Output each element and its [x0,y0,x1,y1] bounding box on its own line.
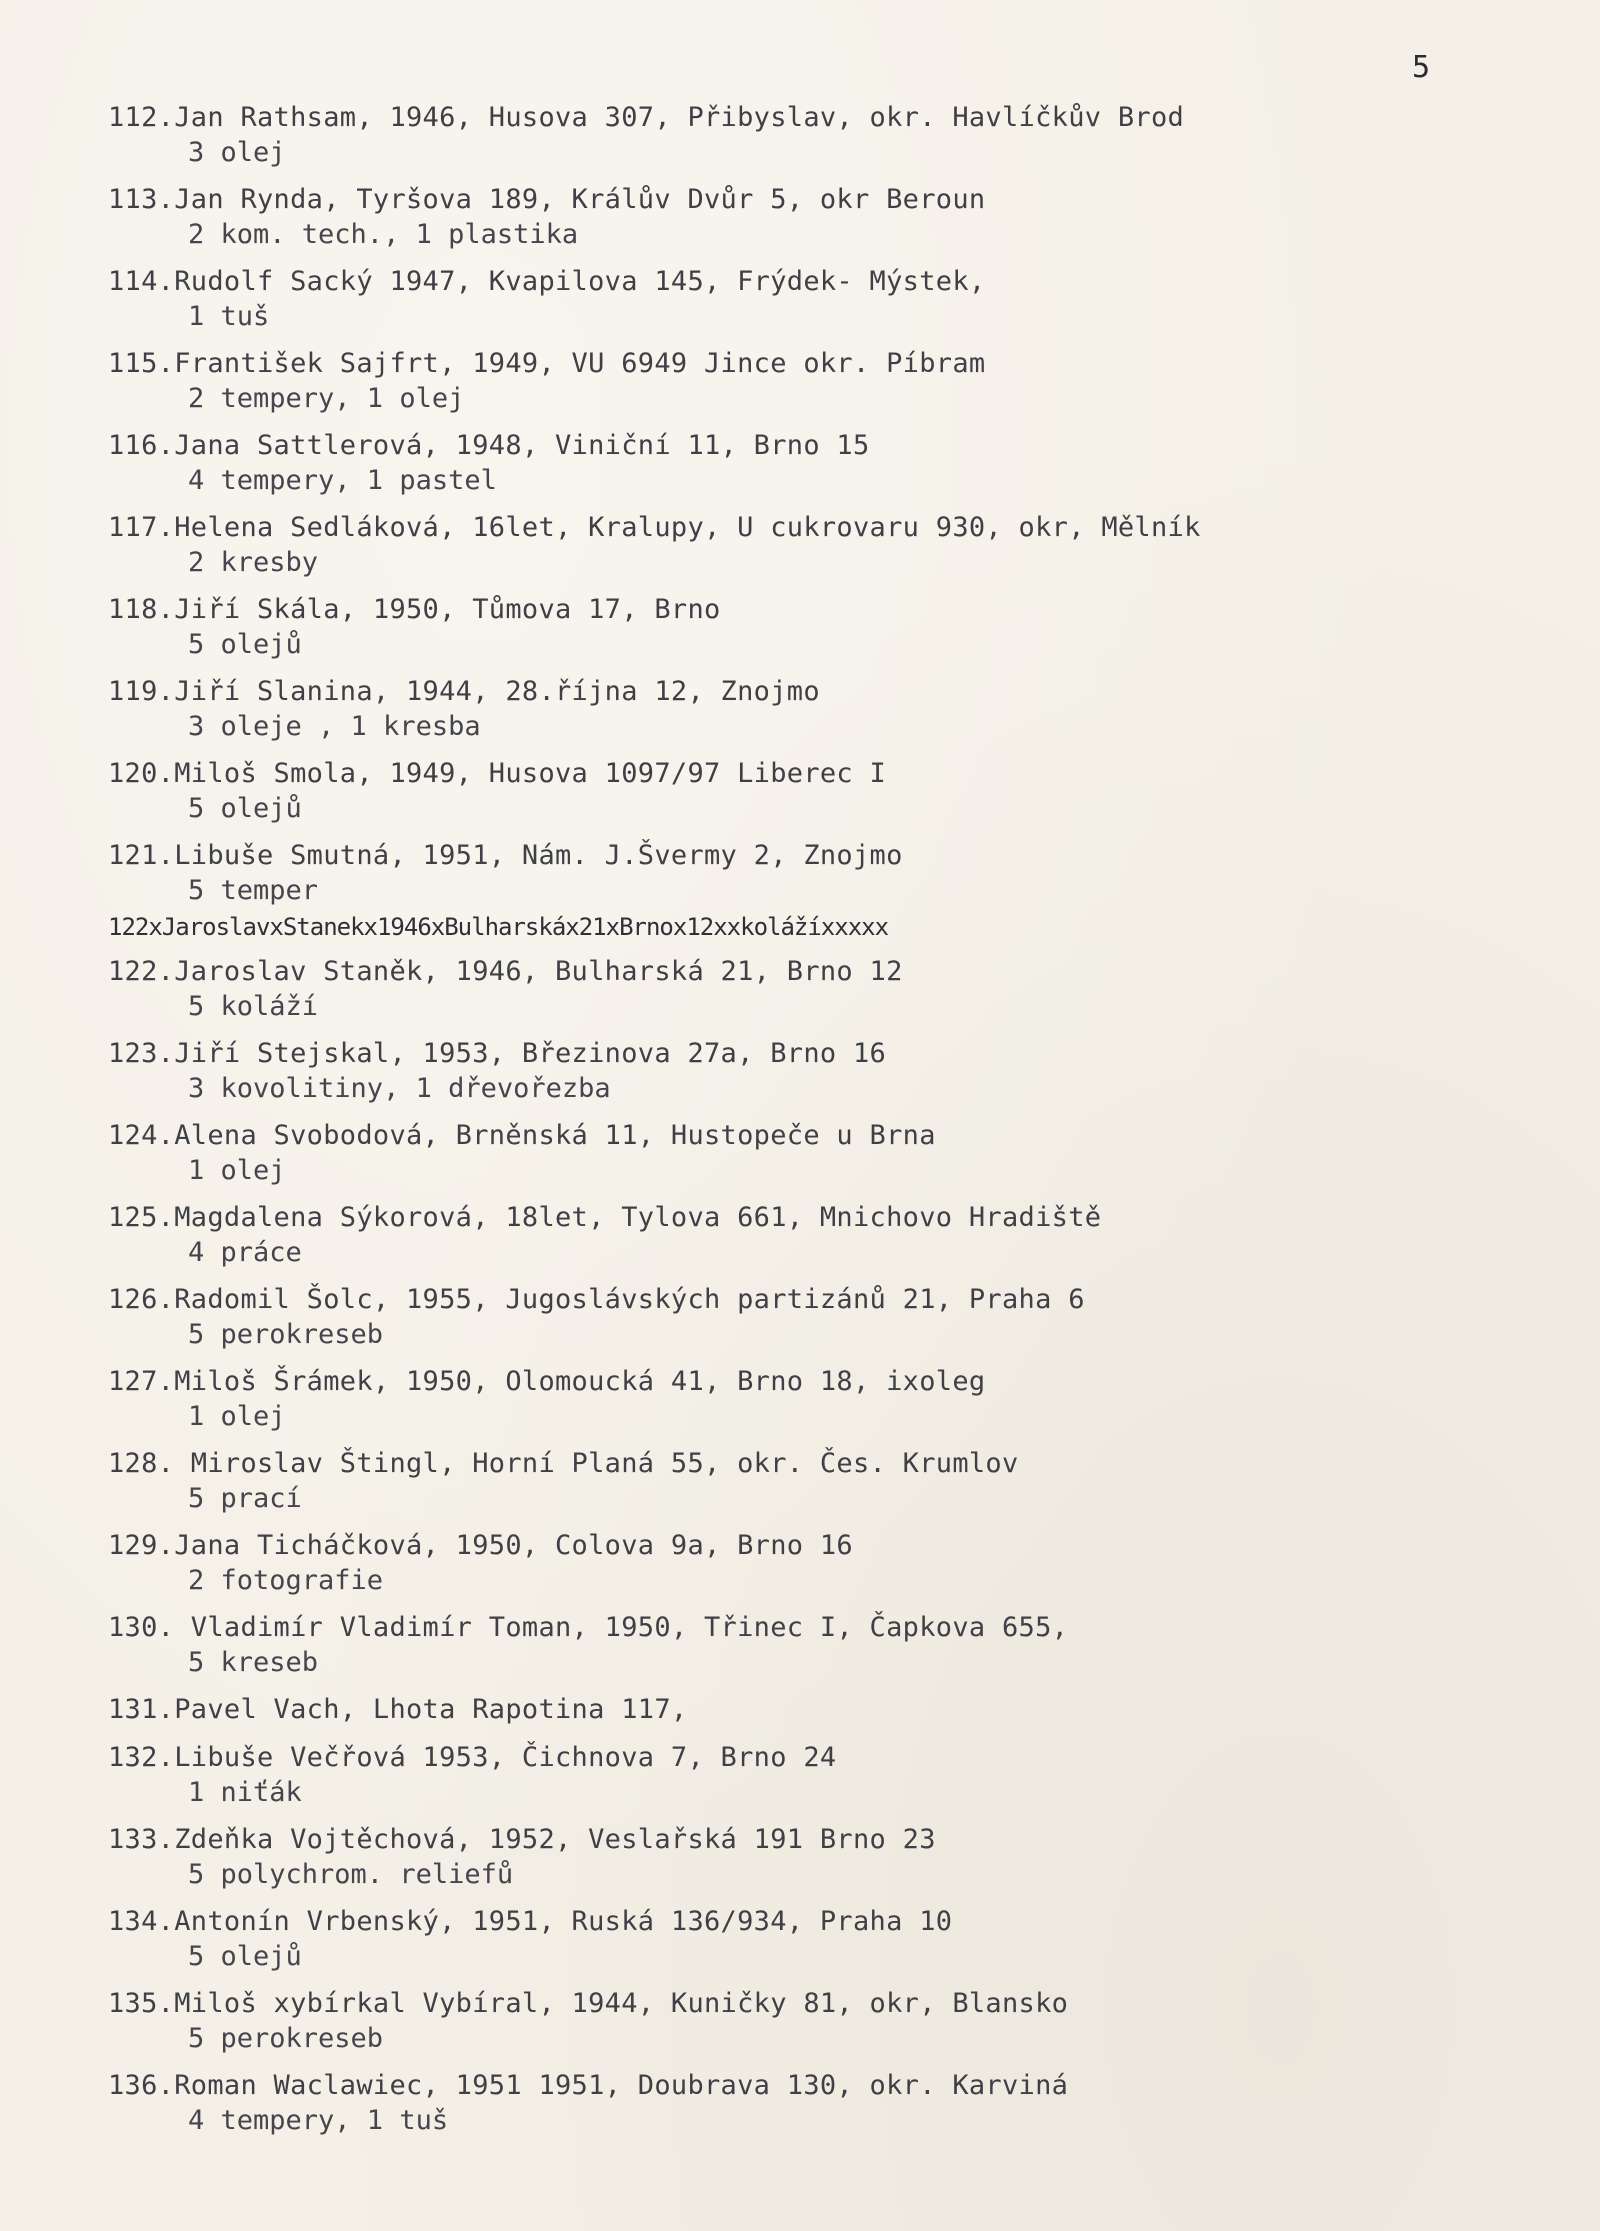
entry-works: 5 perokreseb [188,2023,384,2054]
entry-works: 1 niťák [188,1777,302,1808]
entry-works: 5 olejů [188,1941,302,1972]
page-number: 5 [1412,50,1431,85]
list-item [108,1446,1488,1516]
list-item [108,100,1488,170]
list-item [108,1904,1488,1974]
entry-line: 119.Jiří Slanina, 1944, 28.října 12, Znojmo [108,676,820,707]
list-item [108,756,1488,826]
entry-works: 5 olejů [188,629,302,660]
entry-line: 117.Helena Sedláková, 16let, Kralupy, U cukrovaru 930, okr, Mělník [108,512,1201,543]
entry-works: 5 olejů [188,793,302,824]
entry-line: 125.Magdalena Sýkorová, 18let, Tylova 661, Mnichovo Hradiště [108,1202,1102,1233]
list-item [108,2068,1488,2138]
entry-works: 1 tuš [188,301,270,332]
entry-line: 116.Jana Sattlerová, 1948, Viniční 11, Brno 15 [108,430,870,461]
entry-line: 127.Miloš Šrámek, 1950, Olomoucká 41, Brno 18, ixoleg [108,1366,986,1397]
entry-line: 118.Jiří Skála, 1950, Tůmova 17, Brno [108,594,721,625]
entry-works: 4 tempery, 1 tuš [188,2105,449,2136]
entry-works: 5 kreseb [188,1647,319,1678]
entry-line: 126.Radomil Šolc, 1955, Jugoslávských partizánů 21, Praha 6 [108,1284,1085,1315]
entry-works: 1 olej [188,1401,286,1432]
entry-line: 121.Libuše Smutná, 1951, Nám. J.Švermy 2, Znojmo [108,840,903,871]
entry-works: 4 práce [188,1237,302,1268]
list-item [108,954,1488,1024]
entry-line: 131.Pavel Vach, Lhota Rapotina 117, [108,1694,688,1725]
entry-works: 3 kovolitiny, 1 dřevořezba [188,1073,611,1104]
list-item [108,838,1488,908]
list-item [108,428,1488,498]
entry-works: 2 tempery, 1 olej [188,383,465,414]
entry-works: 5 koláží [188,991,319,1022]
entry-works: 5 prací [188,1483,302,1514]
entry-works: 2 kresby [188,547,319,578]
entry-works: 5 perokreseb [188,1319,384,1350]
entry-works: 5 temper [188,875,319,906]
entry-line: 114.Rudolf Sacký 1947, Kvapilova 145, Frýdek- Mýstek, [108,266,986,297]
entry-works: 2 fotografie [188,1565,384,1596]
list-item [108,1740,1488,1810]
entry-works: 1 olej [188,1155,286,1186]
entry-line: 134.Antonín Vrbenský, 1951, Ruská 136/934, Praha 10 [108,1906,953,1937]
entry-line: 122.Jaroslav Staněk, 1946, Bulharská 21, Brno 12 [108,956,903,987]
list-item [108,1036,1488,1106]
entry-line: 115.František Sajfrt, 1949, VU 6949 Jince okr. Píbram [108,348,986,379]
struck-out-line: 122xJaroslavxStanekx1946xBulharskáx21xBrnox12xxkolážíxxxxx [108,913,889,941]
list-item [108,592,1488,662]
entry-works: 3 oleje , 1 kresba [188,711,481,742]
list-item [108,510,1488,580]
entry-line: 112.Jan Rathsam, 1946, Husova 307, Přibyslav, okr. Havlíčkův Brod [108,102,1185,133]
entry-line: 135.Miloš xybírkal Vybíral, 1944, Kuničky 81, okr, Blansko [108,1988,1069,2019]
entry-line: 120.Miloš Smola, 1949, Husova 1097/97 Liberec I [108,758,887,789]
list-item [108,1282,1488,1352]
entry-works: 4 tempery, 1 pastel [188,465,497,496]
entry-line: 124.Alena Svobodová, Brněnská 11, Hustopeče u Brna [108,1120,936,1151]
list-item [108,1822,1488,1892]
entry-line: 136.Roman Waclawiec, 1951 1951, Doubrava 130, okr. Karviná [108,2070,1069,2101]
entry-line: 133.Zdeňka Vojtěchová, 1952, Veslařská 191 Brno 23 [108,1824,936,1855]
entry-works: 2 kom. tech., 1 plastika [188,219,579,250]
entry-line: 123.Jiří Stejskal, 1953, Březinova 27a, Brno 16 [108,1038,887,1069]
entry-line: 128. Miroslav Štingl, Horní Planá 55, okr. Čes. Krumlov [108,1448,1019,1479]
entry-line: 113.Jan Rynda, Tyršova 189, Králův Dvůr 5, okr Beroun [108,184,986,215]
list-item [108,1610,1488,1680]
list-item [108,1692,1488,1728]
entry-line: 129.Jana Ticháčková, 1950, Colova 9a, Brno 16 [108,1530,853,1561]
list-item [108,1528,1488,1598]
entry-line: 132.Libuše Večřová 1953, Čichnova 7, Brno 24 [108,1742,837,1773]
list-item [108,346,1488,416]
list-item [108,182,1488,252]
list-item [108,1986,1488,2056]
entry-works: 3 olej [188,137,286,168]
list-item [108,1200,1488,1270]
list-item [108,674,1488,744]
entry-works: 5 polychrom. reliefů [188,1859,514,1890]
list-item [108,1118,1488,1188]
entry-line: 130. Vladimír Vladimír Toman, 1950, Třinec I, Čapkova 655, [108,1612,1069,1643]
list-item [108,264,1488,334]
entry-list [108,100,1488,2138]
list-item [108,1364,1488,1434]
